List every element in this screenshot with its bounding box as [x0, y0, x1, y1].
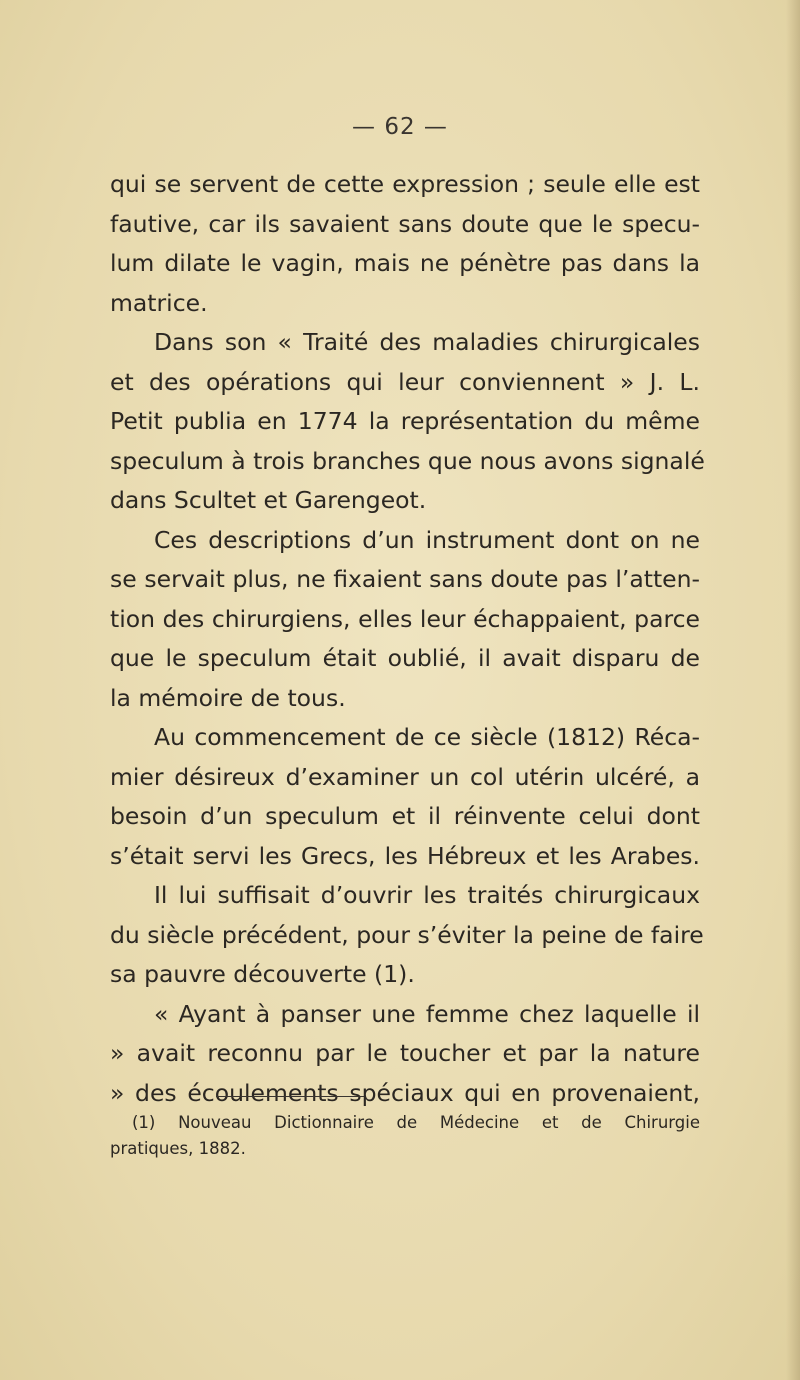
- text-line: « Ayant à panser une femme chez laquelle il: [154, 999, 700, 1028]
- text-line: Ces descriptions d’un instrument dont on ne: [154, 525, 700, 554]
- text-line: du siècle précédent, pour s’éviter la peine de faire: [110, 920, 704, 949]
- text-line: mier désireux d’examiner un col utérin ulcéré, a: [110, 762, 700, 791]
- text-line: lum dilate le vagin, mais ne pénètre pas dans la: [110, 249, 700, 277]
- text-line: matrice.: [110, 288, 208, 317]
- text-line: Petit publia en 1774 la représentation du même: [110, 407, 700, 435]
- text-line: se servait plus, ne fixaient sans doute pas l’atten-: [110, 565, 700, 593]
- text-line: la mémoire de tous.: [110, 683, 346, 712]
- body-text: [110, 165, 705, 1113]
- footnote: [110, 1110, 700, 1162]
- text-line: sa pauvre découverte (1).: [110, 960, 415, 988]
- text-line: s’était servi les Grecs, les Hébreux et les Arabes.: [110, 841, 700, 870]
- text-line: tion des chirurgiens, elles leur échappaient, parce: [110, 604, 700, 633]
- page-edge-shadow: [786, 0, 800, 1380]
- text-line: » des écoulements spéciaux qui en provenaient,: [110, 1078, 700, 1107]
- text-line: Dans son « Traité des maladies chirurgicales: [154, 328, 700, 356]
- footnote-line: (1) Nouveau Dictionnaire de Médecine et de Chirurgie: [132, 1113, 700, 1132]
- page-number: — 62 —: [352, 114, 448, 140]
- text-line: que le speculum était oublié, il avait disparu de: [110, 644, 700, 672]
- text-line: qui se servent de cette expression ; seule elle est: [110, 170, 700, 198]
- text-line: fautive, car ils savaient sans doute que le specu-: [110, 209, 700, 238]
- text-line: besoin d’un speculum et il réinvente celui dont: [110, 802, 700, 830]
- text-line: Il lui suffisait d’ouvrir les traités chirurgicaux: [154, 881, 700, 909]
- text-line: et des opérations qui leur conviennent » J. L.: [110, 367, 700, 396]
- footnote-line: pratiques, 1882.: [110, 1139, 246, 1158]
- text-line: » avait reconnu par le toucher et par la nature: [110, 1039, 700, 1067]
- text-line: dans Scultet et Garengeot.: [110, 486, 427, 514]
- text-line: Au commencement de ce siècle (1812) Réca-: [154, 723, 700, 751]
- footnote-separator: [216, 1096, 364, 1097]
- text-line: speculum à trois branches que nous avons signalé: [110, 446, 705, 475]
